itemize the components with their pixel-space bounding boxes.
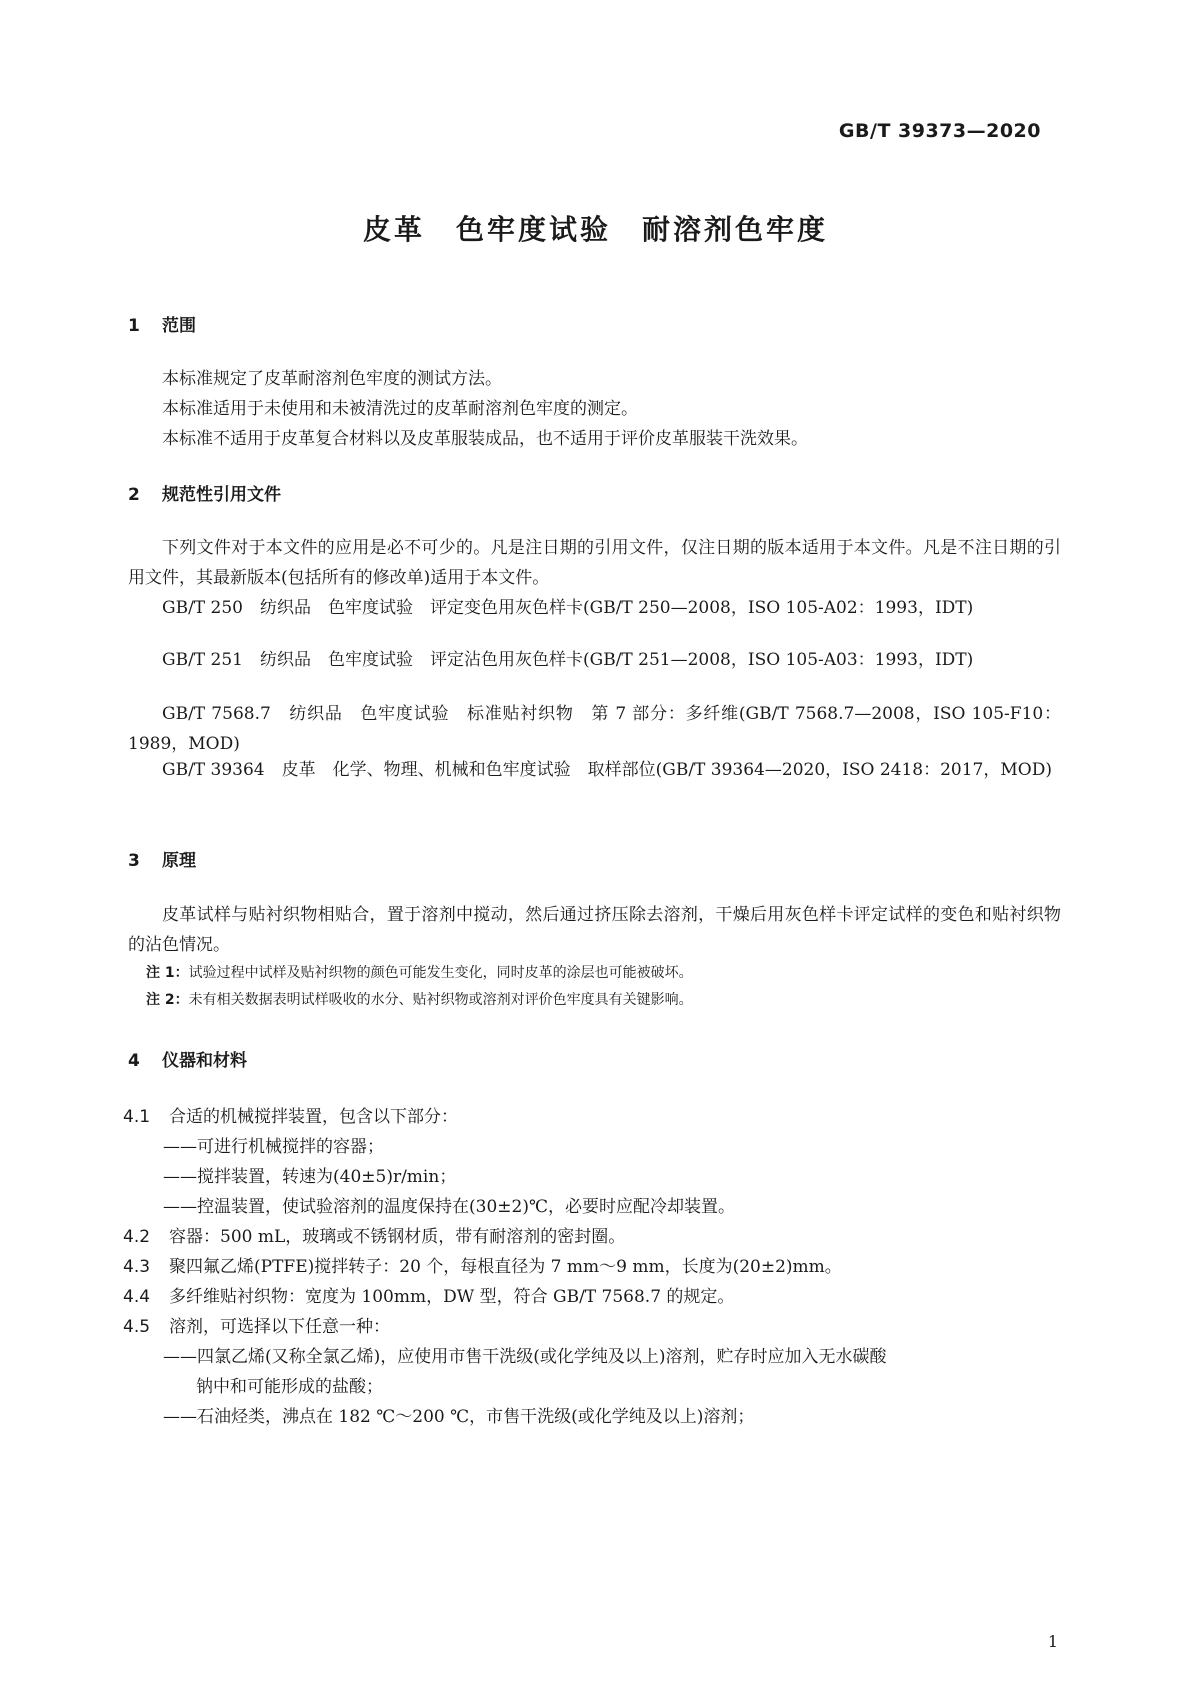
clause-number: 4.1	[123, 1107, 151, 1127]
section-number: 1	[128, 316, 140, 336]
clause-number: 4.3	[123, 1257, 151, 1277]
clause-4-4	[123, 1282, 734, 1307]
section-3-heading	[128, 846, 196, 871]
clause-4-2	[123, 1222, 625, 1247]
list-item-continuation: 钠中和可能形成的盐酸；	[196, 1377, 383, 1397]
paragraph: 本标准不适用于皮革复合材料以及皮革服装成品，也不适用于评价皮革服装干洗效果。	[162, 429, 808, 449]
note-text: 未有相关数据表明试样吸收的水分、贴衬织物或溶剂对评价色牢度具有关键影响。	[188, 992, 693, 1008]
standard-code: GB/T 39373—2020	[838, 120, 1041, 142]
section-title: 仪器和材料	[162, 1051, 247, 1071]
list-item: ——石油烃类，沸点在 182 ℃～200 ℃，市售干洗级(或化学纯及以上)溶剂；	[163, 1407, 755, 1427]
clause-number: 4.2	[123, 1227, 151, 1247]
clause-text: 合适的机械搅拌装置，包含以下部分：	[169, 1107, 458, 1127]
section-title: 规范性引用文件	[162, 485, 281, 505]
document-title: 皮革 色牢度试验 耐溶剂色牢度	[362, 213, 828, 246]
paragraph: 本标准适用于未使用和未被清洗过的皮革耐溶剂色牢度的测定。	[162, 399, 638, 419]
clause-number: 4.4	[123, 1287, 151, 1307]
clause-text: 容器：500 mL，玻璃或不锈钢材质，带有耐溶剂的密封圈。	[169, 1227, 626, 1247]
clause-4-1	[123, 1102, 458, 1127]
section-number: 3	[128, 851, 140, 871]
section-4-heading	[128, 1046, 247, 1071]
list-item: ——可进行机械搅拌的容器；	[163, 1137, 384, 1157]
section-1-heading	[128, 311, 196, 336]
clause-4-5	[123, 1312, 390, 1337]
paragraph: 皮革试样与贴衬织物相贴合，置于溶剂中搅动，然后通过挤压除去溶剂，干燥后用灰色样卡评定试样的变色和贴衬织物的沾色情况。	[128, 905, 1061, 955]
section-title: 范围	[162, 316, 196, 336]
note	[146, 962, 693, 982]
clause-text: 多纤维贴衬织物：宽度为 100mm，DW 型，符合 GB/T 7568.7 的规定。	[169, 1287, 735, 1307]
normative-reference: GB/T 39364 皮革 化学、物理、机械和色牢度试验 取样部位(GB/T 39364—2020，ISO 2418：2017，MOD)	[162, 760, 1052, 780]
clause-text: 聚四氟乙烯(PTFE)搅拌转子：20 个，每根直径为 7 mm～9 mm，长度为(20±2)mm。	[169, 1257, 842, 1277]
list-item: ——控温装置，使试验溶剂的温度保持在(30±2)℃，必要时应配冷却装置。	[163, 1197, 735, 1217]
section-number: 4	[128, 1051, 140, 1071]
section-2-heading	[128, 480, 281, 505]
list-item: ——搅拌装置，转速为(40±5)r/min；	[163, 1167, 457, 1187]
clause-4-3	[123, 1252, 842, 1277]
paragraph: 本标准规定了皮革耐溶剂色牢度的测试方法。	[162, 369, 502, 389]
note-label: 注 1：	[146, 965, 189, 981]
normative-reference: GB/T 7568.7 纺织品 色牢度试验 标准贴衬织物 第 7 部分：多纤维(GB/T 7568.7—2008，ISO 105-F10：1989，MOD)	[128, 704, 1061, 754]
paragraph: 下列文件对于本文件的应用是必不可少的。凡是注日期的引用文件，仅注日期的版本适用于本文件。凡是不注日期的引用文件，其最新版本(包括所有的修改单)适用于本文件。	[128, 538, 1061, 588]
page-number: 1	[1047, 1632, 1058, 1651]
note	[146, 989, 693, 1009]
list-item: ——四氯乙烯(又称全氯乙烯)，应使用市售干洗级(或化学纯及以上)溶剂，贮存时应加入无水碳酸	[163, 1347, 887, 1367]
clause-text: 溶剂，可选择以下任意一种：	[169, 1317, 390, 1337]
section-title: 原理	[162, 851, 196, 871]
normative-reference: GB/T 250 纺织品 色牢度试验 评定变色用灰色样卡(GB/T 250—2008，ISO 105-A02：1993，IDT)	[162, 598, 974, 618]
clause-number: 4.5	[123, 1317, 151, 1337]
note-label: 注 2：	[146, 992, 189, 1008]
normative-reference: GB/T 251 纺织品 色牢度试验 评定沾色用灰色样卡(GB/T 251—2008，ISO 105-A03：1993，IDT)	[162, 650, 974, 670]
note-text: 试验过程中试样及贴衬织物的颜色可能发生变化，同时皮革的涂层也可能被破坏。	[188, 965, 693, 981]
section-number: 2	[128, 485, 140, 505]
